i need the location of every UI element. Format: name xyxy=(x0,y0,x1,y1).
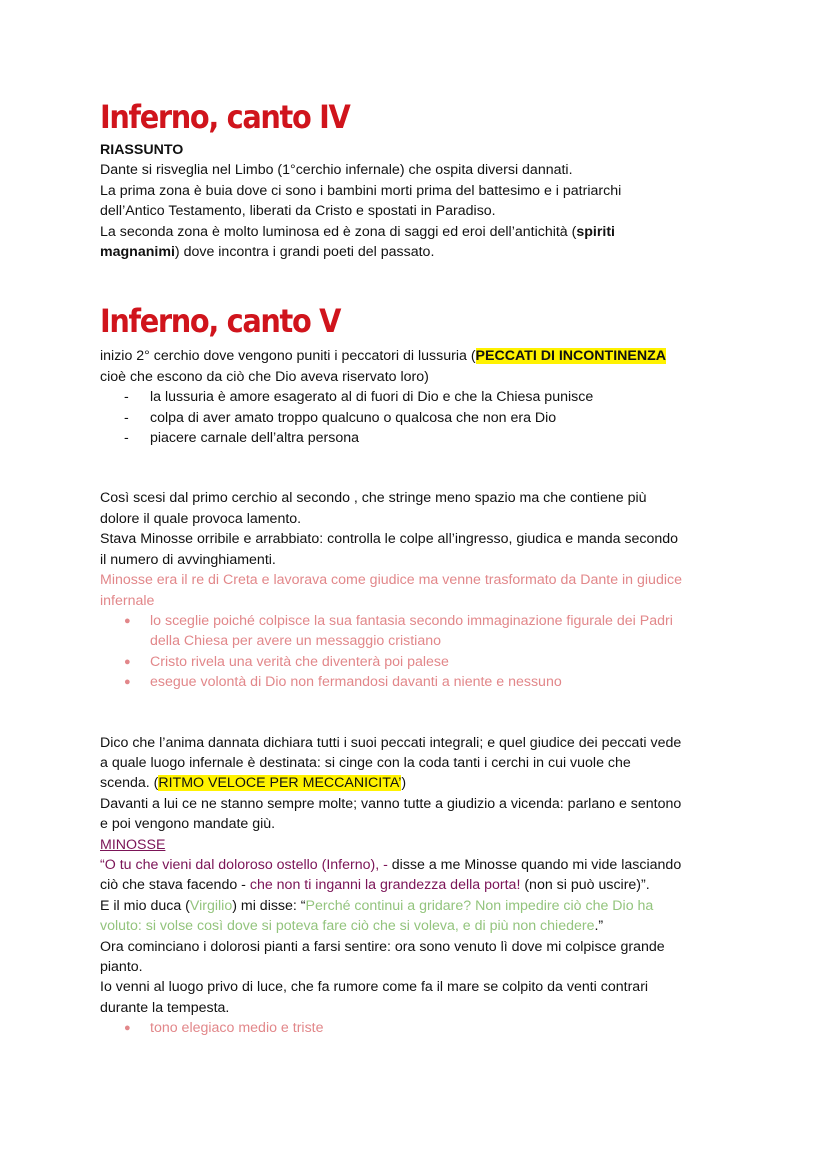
bullet-list xyxy=(100,611,740,693)
canto-4-line: La prima zona è buia dove ci sono i bambini morti prima del battesimo e i patriarchi xyxy=(100,182,622,199)
list-item: ● esegue volontà di Dio non fermandosi davanti a niente e nessuno xyxy=(100,672,740,692)
quote-line: E il mio duca (Virgilio) mi disse: “Perché continui a gridare? Non impedire ciò che Dio ha xyxy=(100,897,654,914)
canto-5-intro: inizio 2° cerchio dove vengono puniti i peccatori di lussuria (PECCATI DI INCONTINENZA xyxy=(100,348,667,365)
quote-line: voluto: si volse così dove si poteva fare ciò che si voleva, e di più non chiedere.” xyxy=(100,918,604,935)
quote-line: “O tu che vieni dal doloroso ostello (Inferno), - disse a me Minosse quando mi vide lasciando xyxy=(100,856,682,873)
paragraph-line: Stava Minosse orribile e arrabbiato: controlla le colpe all’ingresso, giudica e manda secondo xyxy=(100,531,679,548)
canto-4-line: La seconda zona è molto luminosa ed è zona di saggi ed eroi dell’antichità (spiriti xyxy=(100,223,616,240)
minos-note-line: Minosse era il re di Creta e lavorava come giudice ma venne trasformato da Dante in giudice xyxy=(100,572,682,589)
paragraph-line: pianto. xyxy=(100,959,143,975)
paragraph-line: il numero di avvinghiamenti. xyxy=(100,551,276,568)
bullet-list xyxy=(100,1018,740,1038)
summary-heading: RIASSUNTO xyxy=(100,142,184,158)
canto-5-intro: cioè che escono da ciò che Dio aveva riservato loro) xyxy=(100,368,429,385)
minos-label: MINOSSE xyxy=(100,836,166,853)
canto-5-title: Inferno, canto V xyxy=(100,302,341,341)
list-item: ● tono elegiaco medio e triste xyxy=(100,1018,740,1038)
paragraph-line: e poi vengono mandate giù. xyxy=(100,816,276,833)
paragraph-line: Dico che l’anima dannata dichiara tutti i suoi peccati integrali; e quel giudice dei peccati vede xyxy=(100,734,682,751)
paragraph-line: scenda. (RITMO VELOCE PER MECCANICITA’) xyxy=(100,775,407,792)
list-item: ● lo sceglie poiché colpisce la sua fantasia secondo immaginazione figurale dei Padri della Chiesa per avere un messaggio cristiano xyxy=(100,611,740,652)
canto-4-line: Dante si risveglia nel Limbo (1°cerchio infernale) che ospita diversi dannati. xyxy=(100,162,573,179)
list-item: - piacere carnale dell’altra persona xyxy=(100,428,740,448)
dash-list xyxy=(100,387,740,448)
quote-line: ciò che stava facendo - che non ti inganni la grandezza della porta! (non si può uscire)”. xyxy=(100,877,650,894)
list-item: ● Cristo rivela una verità che diventerà poi palese xyxy=(100,652,740,672)
paragraph-line: dolore il quale provoca lamento. xyxy=(100,510,302,527)
paragraph-line: Così scesi dal primo cerchio al secondo , che stringe meno spazio ma che contiene più xyxy=(100,490,647,507)
highlight-incontinenza: PECCATI DI INCONTINENZA xyxy=(475,348,667,365)
paragraph-line: Ora cominciano i dolorosi pianti a farsi sentire: ora sono venuto lì dove mi colpisce grande xyxy=(100,938,665,955)
document-page xyxy=(100,94,740,1039)
highlight-ritmo: RITMO VELOCE PER MECCANICITA’ xyxy=(158,775,402,792)
canto-4-line: magnanimi) dove incontra i grandi poeti del passato. xyxy=(100,244,435,261)
paragraph-line: durante la tempesta. xyxy=(100,999,230,1016)
paragraph-line: Davanti a lui ce ne stanno sempre molte; vanno tutte a giudizio a vicenda: parlano e sentono xyxy=(100,795,682,812)
paragraph-line: a quale luogo infernale è destinata: si cinge con la coda tanti i cerchi in cui vuole che xyxy=(100,754,631,771)
paragraph-line: Io venni al luogo privo di luce, che fa rumore come fa il mare se colpito da venti contrari xyxy=(100,979,649,996)
minos-note-line: infernale xyxy=(100,592,155,609)
list-item: - colpa di aver amato troppo qualcuno o qualcosa che non era Dio xyxy=(100,408,740,428)
canto-4-line: dell’Antico Testamento, liberati da Cristo e spostati in Paradiso. xyxy=(100,203,496,220)
canto-4-title: Inferno, canto IV xyxy=(100,98,350,136)
list-item: - la lussuria è amore esagerato al di fuori di Dio e che la Chiesa punisce xyxy=(100,387,740,407)
